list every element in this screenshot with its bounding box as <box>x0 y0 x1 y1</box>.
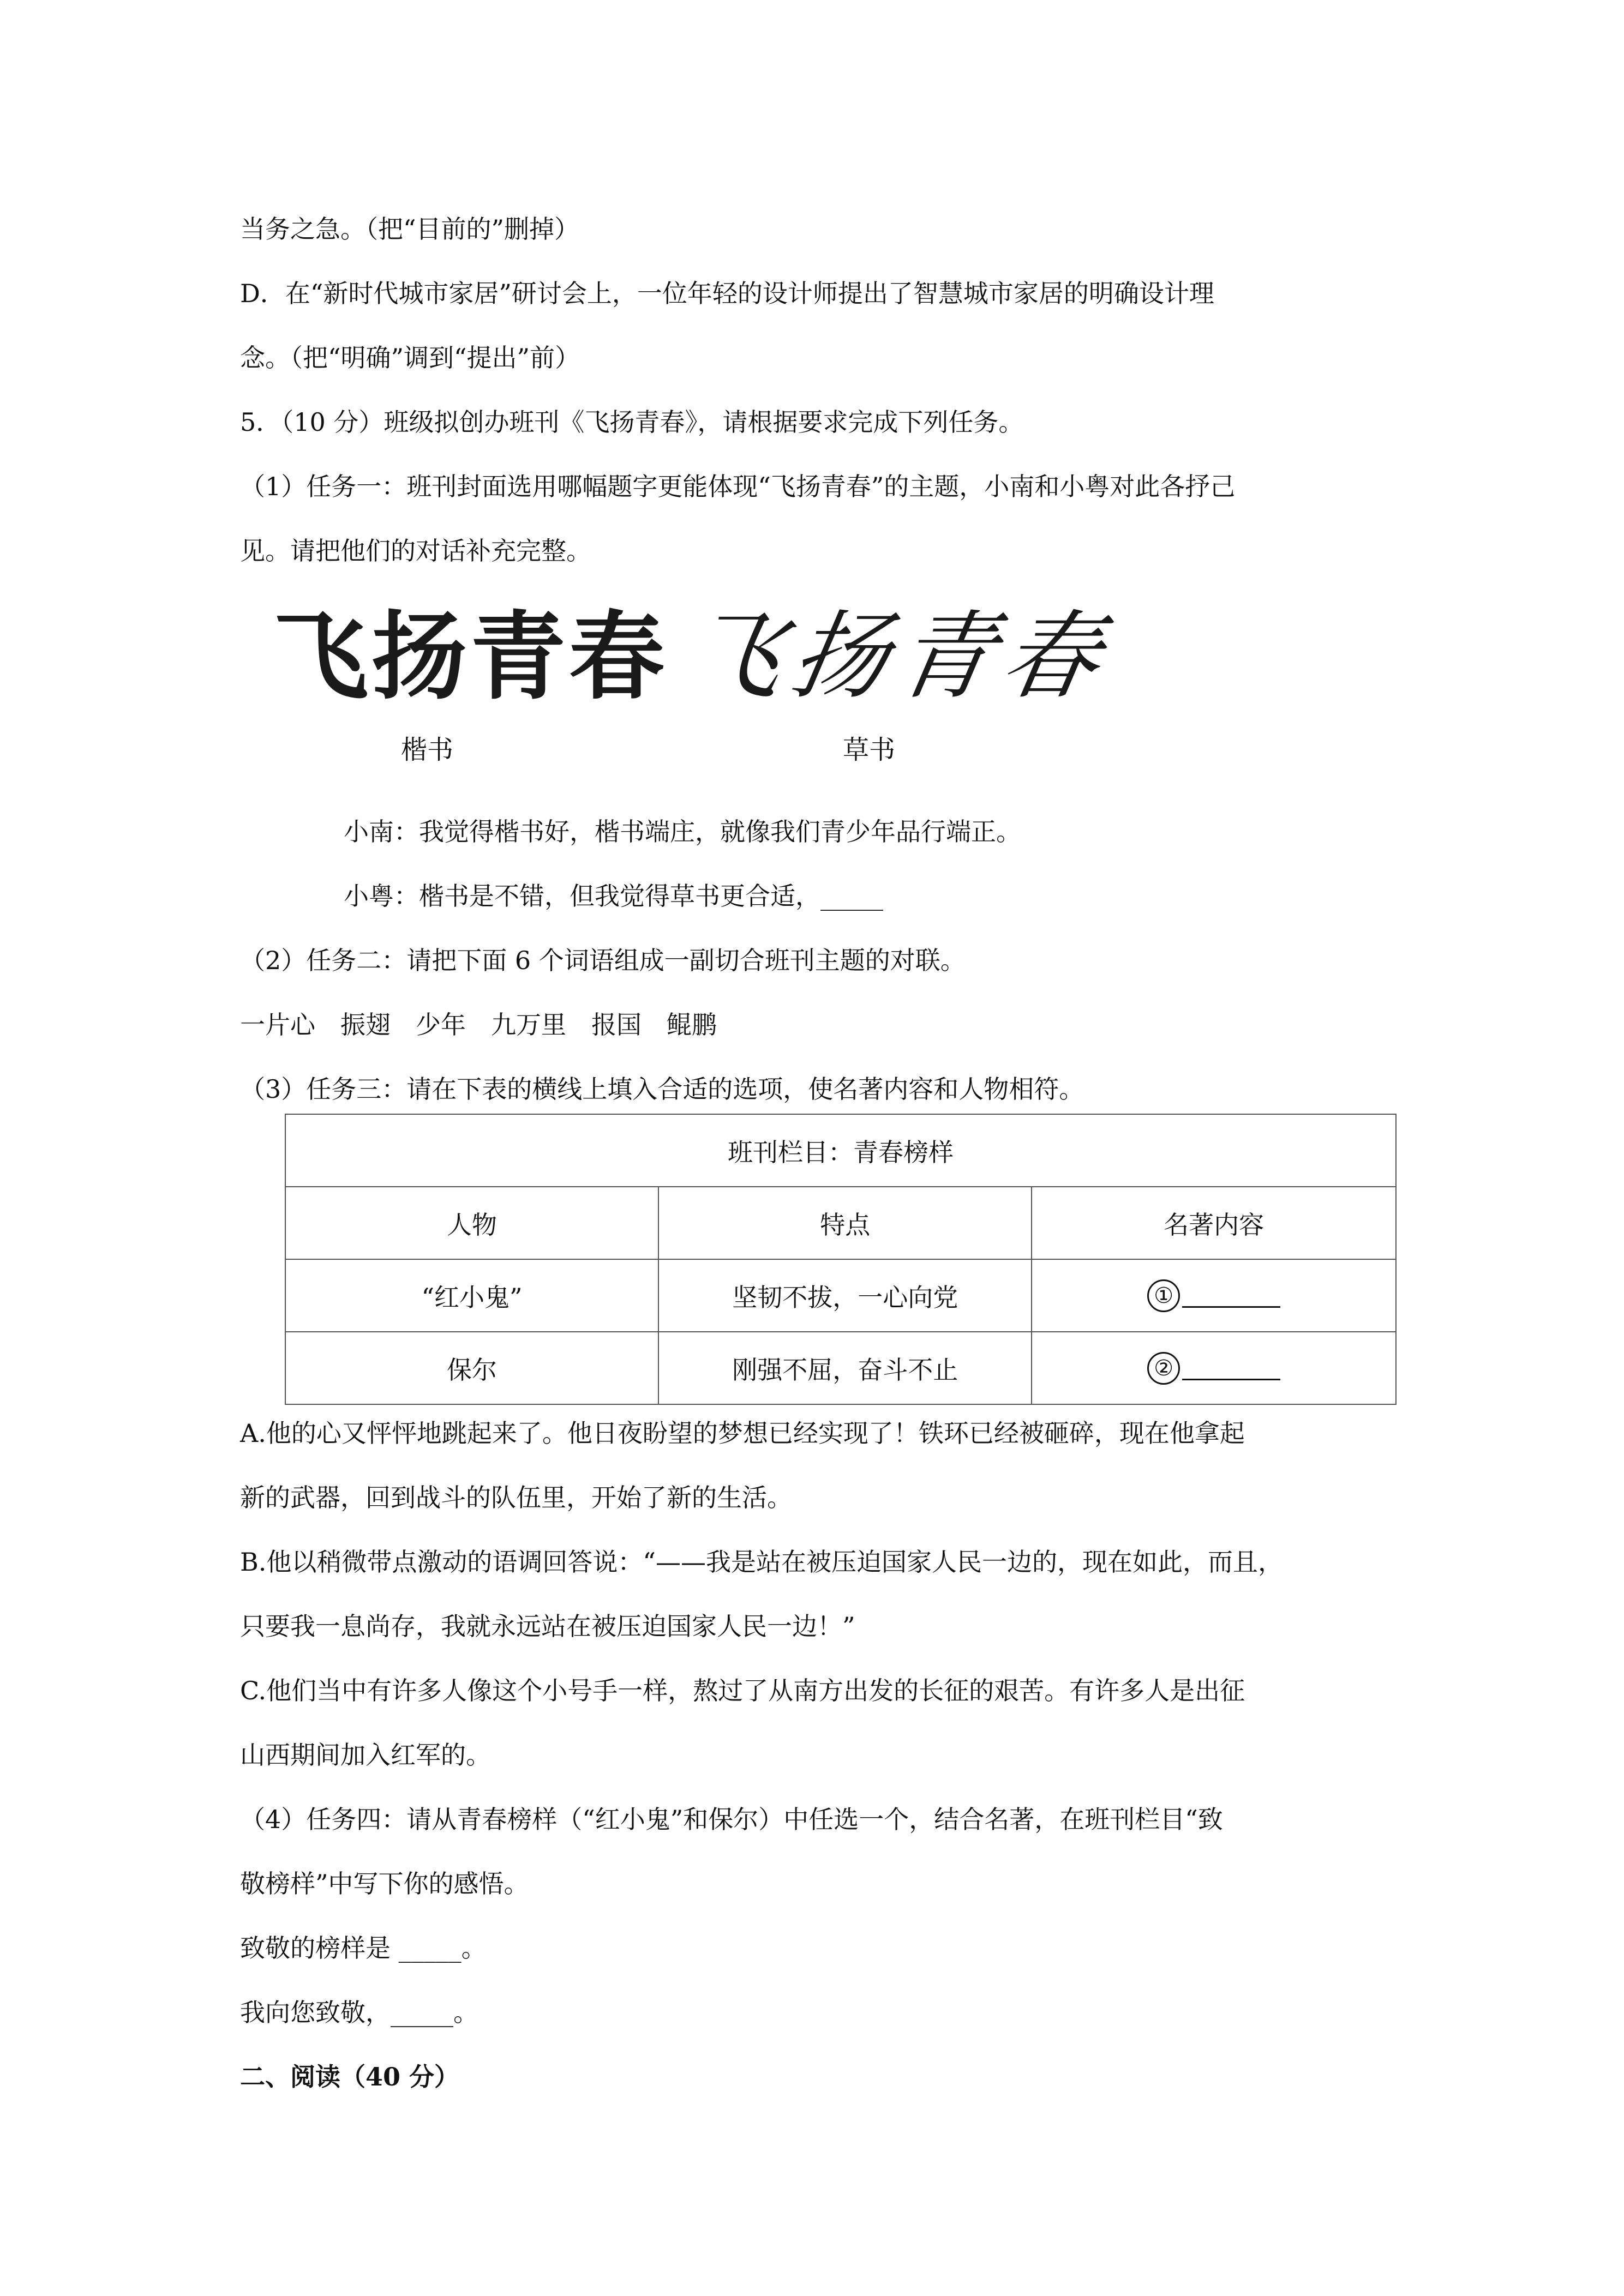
text-line: 当务之急。（把“目前的”删掉） <box>240 214 580 244</box>
task4-prompt-line-1: （4）任务四：请从青春榜样（“红小鬼”和保尔）中任选一个，结合名著，在班刊栏目“致 <box>240 1805 1223 1834</box>
task4-fill-tribute: 我向您致敬，_____。 <box>240 1998 478 2027</box>
kaishu-calligraphy: 飞扬青春 <box>273 601 668 713</box>
task2-words: 一片心 振翅 少年 九万里 报国 鲲鹏 <box>240 1010 717 1039</box>
option-b-line-1: B.他以稍微带点激动的语调回答说：“——我是站在被压迫国家人民一边的，现在如此，而且， <box>240 1547 1283 1577</box>
cell-answer-blank-1[interactable] <box>1032 1259 1396 1332</box>
table-header-row <box>285 1187 1396 1259</box>
cell-person: 保尔 <box>285 1332 658 1404</box>
option-a-line-1: A.他的心又怦怦地跳起来了。他日夜盼望的梦想已经实现了！铁环已经被砸碎，现在他拿起 <box>240 1419 1245 1448</box>
task4-fill-role-model: 致敬的榜样是 _____。 <box>240 1933 487 1963</box>
dialogue-xiaonan: 小南：我觉得楷书好，楷书端庄，就像我们青少年品行端正。 <box>344 817 1021 846</box>
cell-trait: 刚强不屈，奋斗不止 <box>658 1332 1032 1404</box>
table-row <box>285 1332 1396 1404</box>
task1-prompt-line-2: 见。请把他们的对话补充完整。 <box>240 536 591 566</box>
answer-blank[interactable] <box>1182 1284 1280 1308</box>
dialogue-xiaoyue: 小粤：楷书是不错，但我觉得草书更合适，_____ <box>344 881 883 911</box>
section-heading-reading: 二、阅读（40 分） <box>240 2062 460 2091</box>
option-c-line-2: 山西期间加入红军的。 <box>240 1740 491 1770</box>
header-person: 人物 <box>285 1187 658 1259</box>
option-c-line-1: C.他们当中有许多人像这个小号手一样，熬过了从南方出发的长征的艰苦。有许多人是出征 <box>240 1676 1245 1705</box>
task2-prompt: （2）任务二：请把下面 6 个词语组成一副切合班刊主题的对联。 <box>240 946 966 975</box>
task4-prompt-line-2: 敬榜样”中写下你的感悟。 <box>240 1869 529 1898</box>
role-model-table <box>285 1114 1397 1405</box>
option-b-line-2: 只要我一息尚存，我就永远站在被压迫国家人民一边！” <box>240 1612 855 1641</box>
cell-answer-blank-2[interactable] <box>1032 1332 1396 1404</box>
header-content: 名著内容 <box>1032 1187 1396 1259</box>
table-row <box>285 1259 1396 1332</box>
option-d-line-1: D．在“新时代城市家居”研讨会上，一位年轻的设计师提出了智慧城市家居的明确设计理 <box>240 279 1214 308</box>
kaishu-caption: 楷书 <box>401 735 454 765</box>
table-title: 班刊栏目：青春榜样 <box>285 1114 1396 1187</box>
cell-trait: 坚韧不拔，一心向党 <box>658 1259 1032 1332</box>
caoshu-calligraphy: 飞扬青春 <box>678 602 1118 712</box>
answer-blank[interactable] <box>1182 1357 1280 1380</box>
header-trait: 特点 <box>658 1187 1032 1259</box>
option-a-line-2: 新的武器，回到战斗的队伍里，开始了新的生活。 <box>240 1483 792 1512</box>
question-5-title: 5．（10 分）班级拟创办班刊《飞扬青春》，请根据要求完成下列任务。 <box>240 407 1024 437</box>
table-title-row <box>285 1114 1396 1187</box>
circled-number: ② <box>1147 1352 1180 1385</box>
cell-person: “红小鬼” <box>285 1259 658 1332</box>
task3-prompt: （3）任务三：请在下表的横线上填入合适的选项，使名著内容和人物相符。 <box>240 1074 1084 1104</box>
option-d-line-2: 念。（把“明确”调到“提出”前） <box>240 343 580 372</box>
task1-prompt-line-1: （1）任务一：班刊封面选用哪幅题字更能体现“飞扬青春”的主题，小南和小粤对此各抒己 <box>240 472 1236 501</box>
caoshu-caption: 草书 <box>843 735 896 765</box>
circled-number: ① <box>1147 1279 1180 1312</box>
